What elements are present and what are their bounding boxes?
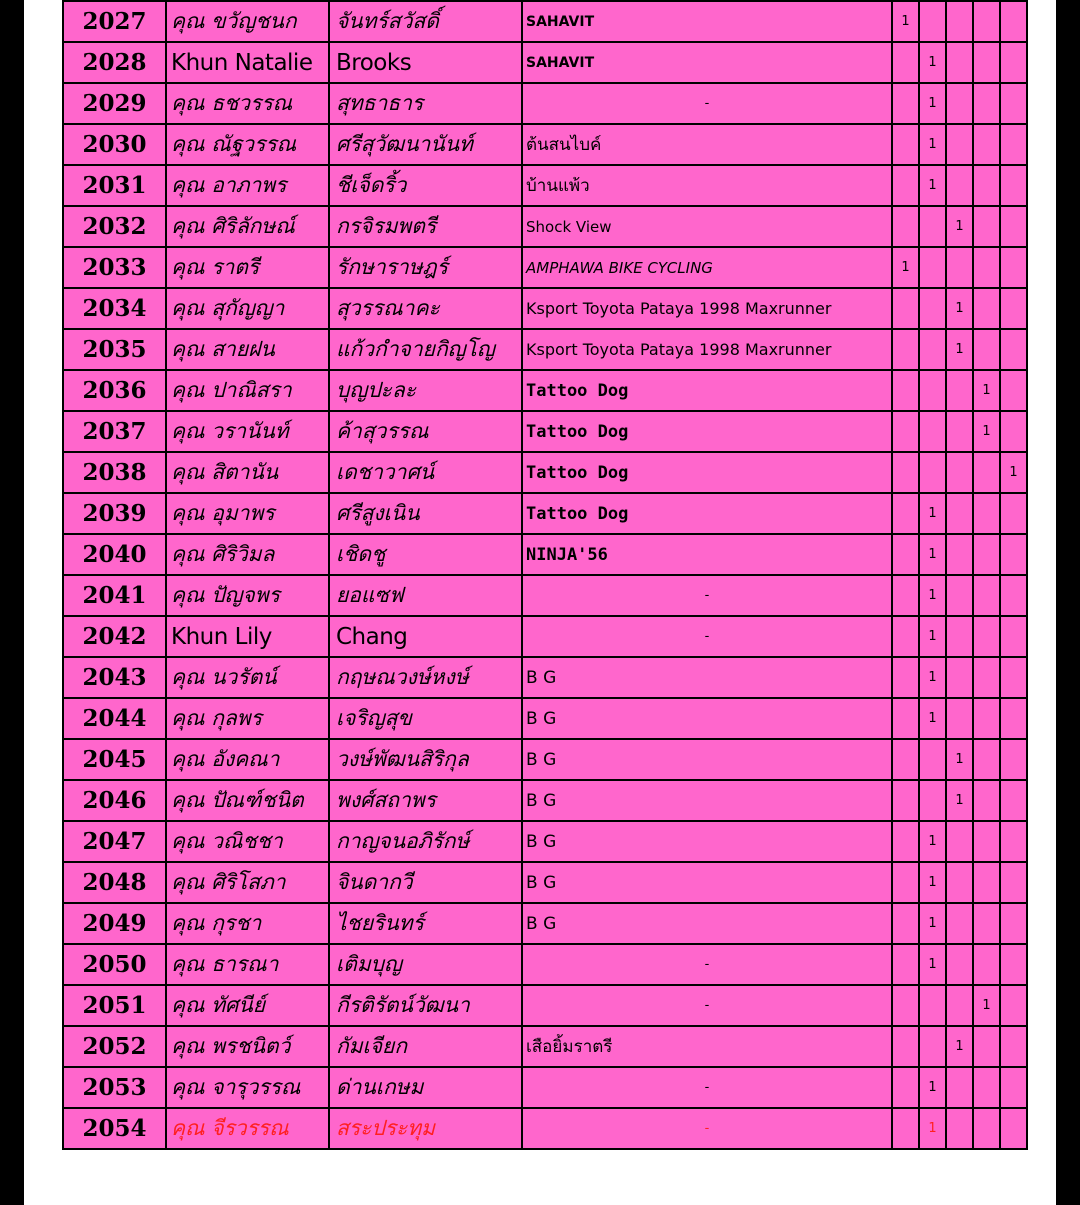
category-4-mark-cell [973, 944, 1000, 985]
first-name-cell: คุณ จารุวรรณ [166, 1067, 329, 1108]
category-4-mark-cell [973, 42, 1000, 83]
category-3-mark-cell [946, 944, 973, 985]
category-2-mark-cell: 1 [919, 83, 946, 124]
first-name-cell: คุณ ทัศนีย์ [166, 985, 329, 1026]
first-name-cell: คุณ ศิริลักษณ์ [166, 206, 329, 247]
entry-number-cell: 2027 [63, 1, 166, 42]
category-3-mark-cell [946, 165, 973, 206]
entry-number-cell: 2041 [63, 575, 166, 616]
category-2-mark-cell: 1 [919, 944, 946, 985]
category-5-mark-cell [1000, 329, 1027, 370]
category-3-mark-cell [946, 985, 973, 1026]
first-name-cell: คุณ ณัฐวรรณ [166, 124, 329, 165]
category-2-mark-cell [919, 411, 946, 452]
first-name-cell: คุณ ปาณิสรา [166, 370, 329, 411]
category-3-mark-cell [946, 657, 973, 698]
team-cell: - [522, 83, 892, 124]
category-5-mark-cell [1000, 124, 1027, 165]
category-2-mark-cell: 1 [919, 493, 946, 534]
last-name-cell: ค้าสุวรรณ [329, 411, 522, 452]
category-4-mark-cell [973, 575, 1000, 616]
category-4-mark-cell [973, 616, 1000, 657]
team-cell: Shock View [522, 206, 892, 247]
category-1-mark-cell [892, 698, 919, 739]
category-3-mark-cell [946, 862, 973, 903]
category-4-mark-cell [973, 206, 1000, 247]
table-row [63, 944, 1027, 985]
last-name-cell: Chang [329, 616, 522, 657]
last-name-cell: Brooks [329, 42, 522, 83]
first-name-cell: คุณ ราตรี [166, 247, 329, 288]
team-cell: บ้านแพ้ว [522, 165, 892, 206]
last-name-cell: ศรีสุวัฒนานันท์ [329, 124, 522, 165]
table-row [63, 288, 1027, 329]
last-name-cell: แก้วกำจายกิญโญ [329, 329, 522, 370]
category-4-mark-cell [973, 165, 1000, 206]
category-1-mark-cell [892, 288, 919, 329]
last-name-cell: ยอแซฟ [329, 575, 522, 616]
team-cell: SAHAVIT [522, 42, 892, 83]
category-4-mark-cell [973, 493, 1000, 534]
last-name-cell: วงษ์พัฒนสิริกุล [329, 739, 522, 780]
category-4-mark-cell [973, 862, 1000, 903]
table-row [63, 1108, 1027, 1149]
table-row [63, 616, 1027, 657]
team-cell: B G [522, 698, 892, 739]
first-name-cell: คุณ ธารณา [166, 944, 329, 985]
last-name-cell: ศรีสูงเนิน [329, 493, 522, 534]
entry-number-cell: 2046 [63, 780, 166, 821]
category-5-mark-cell [1000, 616, 1027, 657]
registration-table [62, 0, 1028, 1150]
category-5-mark-cell [1000, 657, 1027, 698]
first-name-cell: คุณ ศิริวิมล [166, 534, 329, 575]
category-3-mark-cell [946, 411, 973, 452]
category-4-mark-cell: 1 [973, 411, 1000, 452]
category-1-mark-cell [892, 903, 919, 944]
category-2-mark-cell: 1 [919, 534, 946, 575]
entry-number-cell: 2031 [63, 165, 166, 206]
category-2-mark-cell [919, 329, 946, 370]
entry-number-cell: 2037 [63, 411, 166, 452]
category-1-mark-cell [892, 370, 919, 411]
last-name-cell: กาญจนอภิรักษ์ [329, 821, 522, 862]
team-cell: B G [522, 862, 892, 903]
category-5-mark-cell [1000, 1, 1027, 42]
entry-number-cell: 2035 [63, 329, 166, 370]
team-cell: SAHAVIT [522, 1, 892, 42]
category-4-mark-cell [973, 452, 1000, 493]
category-3-mark-cell [946, 247, 973, 288]
last-name-cell: เจริญสุข [329, 698, 522, 739]
category-1-mark-cell [892, 575, 919, 616]
category-2-mark-cell: 1 [919, 821, 946, 862]
category-5-mark-cell [1000, 247, 1027, 288]
category-1-mark-cell [892, 534, 919, 575]
table-row [63, 329, 1027, 370]
table-row [63, 657, 1027, 698]
last-name-cell: เดชาวาศน์ [329, 452, 522, 493]
category-5-mark-cell [1000, 411, 1027, 452]
team-cell: B G [522, 903, 892, 944]
entry-number-cell: 2039 [63, 493, 166, 534]
first-name-cell: คุณ ธชวรรณ [166, 83, 329, 124]
category-4-mark-cell [973, 821, 1000, 862]
category-5-mark-cell [1000, 821, 1027, 862]
first-name-cell: คุณ วณิชชา [166, 821, 329, 862]
table-row [63, 575, 1027, 616]
category-4-mark-cell [973, 83, 1000, 124]
category-1-mark-cell [892, 329, 919, 370]
category-3-mark-cell: 1 [946, 329, 973, 370]
category-1-mark-cell [892, 780, 919, 821]
category-3-mark-cell [946, 42, 973, 83]
category-3-mark-cell [946, 83, 973, 124]
category-4-mark-cell [973, 780, 1000, 821]
category-1-mark-cell [892, 739, 919, 780]
category-5-mark-cell [1000, 985, 1027, 1026]
table-row [63, 903, 1027, 944]
entry-number-cell: 2042 [63, 616, 166, 657]
table-row [63, 534, 1027, 575]
category-2-mark-cell [919, 206, 946, 247]
entry-number-cell: 2044 [63, 698, 166, 739]
team-cell: B G [522, 780, 892, 821]
category-5-mark-cell [1000, 493, 1027, 534]
last-name-cell: กรจิรมพตรี [329, 206, 522, 247]
category-5-mark-cell [1000, 534, 1027, 575]
table-row [63, 862, 1027, 903]
last-name-cell: จันทร์สวัสดิ์ [329, 1, 522, 42]
team-cell: B G [522, 821, 892, 862]
category-2-mark-cell: 1 [919, 1067, 946, 1108]
first-name-cell: คุณ สิตานัน [166, 452, 329, 493]
category-4-mark-cell [973, 698, 1000, 739]
last-name-cell: ด่านเกษม [329, 1067, 522, 1108]
category-3-mark-cell [946, 1108, 973, 1149]
first-name-cell: คุณ ขวัญชนก [166, 1, 329, 42]
category-2-mark-cell [919, 370, 946, 411]
category-4-mark-cell: 1 [973, 985, 1000, 1026]
last-name-cell: เติมบุญ [329, 944, 522, 985]
category-2-mark-cell: 1 [919, 698, 946, 739]
category-5-mark-cell [1000, 206, 1027, 247]
category-4-mark-cell [973, 1026, 1000, 1067]
entry-number-cell: 2050 [63, 944, 166, 985]
category-2-mark-cell [919, 1026, 946, 1067]
category-1-mark-cell [892, 42, 919, 83]
category-2-mark-cell: 1 [919, 165, 946, 206]
last-name-cell: จินดากวี [329, 862, 522, 903]
team-cell: B G [522, 739, 892, 780]
category-3-mark-cell [946, 452, 973, 493]
last-name-cell: กีรติรัตน์วัฒนา [329, 985, 522, 1026]
document-page [24, 0, 1056, 1205]
team-cell: Tattoo Dog [522, 411, 892, 452]
team-cell: NINJA'56 [522, 534, 892, 575]
team-cell: Tattoo Dog [522, 493, 892, 534]
category-1-mark-cell [892, 821, 919, 862]
category-2-mark-cell [919, 780, 946, 821]
category-2-mark-cell [919, 288, 946, 329]
first-name-cell: คุณ กุรชา [166, 903, 329, 944]
first-name-cell: คุณ อาภาพร [166, 165, 329, 206]
team-cell: - [522, 985, 892, 1026]
entry-number-cell: 2033 [63, 247, 166, 288]
last-name-cell: กฤษณวงษ์หงษ์ [329, 657, 522, 698]
first-name-cell: คุณ ศิริโสภา [166, 862, 329, 903]
entry-number-cell: 2040 [63, 534, 166, 575]
entry-number-cell: 2038 [63, 452, 166, 493]
category-1-mark-cell [892, 124, 919, 165]
category-5-mark-cell [1000, 739, 1027, 780]
category-5-mark-cell: 1 [1000, 452, 1027, 493]
team-cell: เสือยิ้มราตรี [522, 1026, 892, 1067]
category-3-mark-cell [946, 1, 973, 42]
category-4-mark-cell [973, 657, 1000, 698]
entry-number-cell: 2052 [63, 1026, 166, 1067]
table-row [63, 1067, 1027, 1108]
category-2-mark-cell [919, 452, 946, 493]
category-3-mark-cell [946, 124, 973, 165]
team-cell: - [522, 944, 892, 985]
entry-number-cell: 2049 [63, 903, 166, 944]
table-row [63, 370, 1027, 411]
entry-number-cell: 2030 [63, 124, 166, 165]
category-2-mark-cell: 1 [919, 657, 946, 698]
last-name-cell: พงศ์สถาพร [329, 780, 522, 821]
registration-table-body [63, 1, 1027, 1149]
last-name-cell: สุทธาธาร [329, 83, 522, 124]
table-row [63, 780, 1027, 821]
category-5-mark-cell [1000, 1108, 1027, 1149]
category-3-mark-cell [946, 493, 973, 534]
table-row [63, 206, 1027, 247]
category-5-mark-cell [1000, 575, 1027, 616]
category-1-mark-cell [892, 83, 919, 124]
category-3-mark-cell: 1 [946, 739, 973, 780]
category-4-mark-cell [973, 739, 1000, 780]
first-name-cell: คุณ ปัณฑ์ชนิต [166, 780, 329, 821]
entry-number-cell: 2048 [63, 862, 166, 903]
category-3-mark-cell [946, 698, 973, 739]
entry-number-cell: 2034 [63, 288, 166, 329]
category-2-mark-cell: 1 [919, 124, 946, 165]
category-1-mark-cell [892, 657, 919, 698]
category-3-mark-cell [946, 534, 973, 575]
category-3-mark-cell [946, 575, 973, 616]
last-name-cell: บุญปะละ [329, 370, 522, 411]
category-2-mark-cell: 1 [919, 575, 946, 616]
category-1-mark-cell [892, 452, 919, 493]
entry-number-cell: 2053 [63, 1067, 166, 1108]
team-cell: - [522, 575, 892, 616]
category-5-mark-cell [1000, 370, 1027, 411]
table-row [63, 1, 1027, 42]
category-5-mark-cell [1000, 165, 1027, 206]
table-row [63, 452, 1027, 493]
category-1-mark-cell [892, 165, 919, 206]
category-3-mark-cell: 1 [946, 780, 973, 821]
category-4-mark-cell: 1 [973, 370, 1000, 411]
category-5-mark-cell [1000, 288, 1027, 329]
category-1-mark-cell [892, 985, 919, 1026]
team-cell: - [522, 1108, 892, 1149]
category-1-mark-cell [892, 616, 919, 657]
category-1-mark-cell: 1 [892, 247, 919, 288]
category-4-mark-cell [973, 903, 1000, 944]
entry-number-cell: 2047 [63, 821, 166, 862]
entry-number-cell: 2045 [63, 739, 166, 780]
first-name-cell: คุณ สายฝน [166, 329, 329, 370]
category-3-mark-cell [946, 616, 973, 657]
table-row [63, 165, 1027, 206]
last-name-cell: สุวรรณาคะ [329, 288, 522, 329]
first-name-cell: คุณ นวรัตน์ [166, 657, 329, 698]
team-cell: - [522, 1067, 892, 1108]
entry-number-cell: 2029 [63, 83, 166, 124]
first-name-cell: Khun Lily [166, 616, 329, 657]
team-cell: Ksport Toyota Pataya 1998 Maxrunner [522, 329, 892, 370]
category-5-mark-cell [1000, 1026, 1027, 1067]
category-3-mark-cell [946, 1067, 973, 1108]
category-4-mark-cell [973, 329, 1000, 370]
last-name-cell: รักษาราษฎร์ [329, 247, 522, 288]
category-5-mark-cell [1000, 944, 1027, 985]
category-1-mark-cell [892, 1067, 919, 1108]
first-name-cell: Khun Natalie [166, 42, 329, 83]
category-2-mark-cell: 1 [919, 862, 946, 903]
first-name-cell: คุณ อุมาพร [166, 493, 329, 534]
first-name-cell: คุณ สุกัญญา [166, 288, 329, 329]
category-1-mark-cell [892, 862, 919, 903]
category-5-mark-cell [1000, 780, 1027, 821]
team-cell: AMPHAWA BIKE CYCLING [522, 247, 892, 288]
table-row [63, 247, 1027, 288]
first-name-cell: คุณ ปัญจพร [166, 575, 329, 616]
table-row [63, 698, 1027, 739]
entry-number-cell: 2036 [63, 370, 166, 411]
category-4-mark-cell [973, 247, 1000, 288]
category-4-mark-cell [973, 124, 1000, 165]
first-name-cell: คุณ กุลพร [166, 698, 329, 739]
first-name-cell: คุณ จีรวรรณ [166, 1108, 329, 1149]
category-2-mark-cell [919, 1, 946, 42]
entry-number-cell: 2054 [63, 1108, 166, 1149]
table-row [63, 985, 1027, 1026]
team-cell: Tattoo Dog [522, 370, 892, 411]
category-4-mark-cell [973, 1108, 1000, 1149]
table-row [63, 83, 1027, 124]
table-row [63, 1026, 1027, 1067]
category-1-mark-cell: 1 [892, 1, 919, 42]
category-1-mark-cell [892, 411, 919, 452]
category-1-mark-cell [892, 1026, 919, 1067]
category-1-mark-cell [892, 493, 919, 534]
category-5-mark-cell [1000, 903, 1027, 944]
category-5-mark-cell [1000, 698, 1027, 739]
team-cell: Tattoo Dog [522, 452, 892, 493]
last-name-cell: สระประทุม [329, 1108, 522, 1149]
first-name-cell: คุณ วรานันท์ [166, 411, 329, 452]
category-2-mark-cell [919, 247, 946, 288]
category-2-mark-cell: 1 [919, 903, 946, 944]
category-3-mark-cell [946, 370, 973, 411]
category-2-mark-cell [919, 739, 946, 780]
table-row [63, 42, 1027, 83]
last-name-cell: ไชยรินทร์ [329, 903, 522, 944]
table-row [63, 124, 1027, 165]
category-1-mark-cell [892, 206, 919, 247]
entry-number-cell: 2043 [63, 657, 166, 698]
category-4-mark-cell [973, 1067, 1000, 1108]
category-2-mark-cell: 1 [919, 616, 946, 657]
category-2-mark-cell: 1 [919, 1108, 946, 1149]
last-name-cell: เชิดชู [329, 534, 522, 575]
category-4-mark-cell [973, 288, 1000, 329]
category-1-mark-cell [892, 944, 919, 985]
table-row [63, 493, 1027, 534]
team-cell: Ksport Toyota Pataya 1998 Maxrunner [522, 288, 892, 329]
category-3-mark-cell [946, 821, 973, 862]
first-name-cell: คุณ อังคณา [166, 739, 329, 780]
entry-number-cell: 2032 [63, 206, 166, 247]
category-3-mark-cell: 1 [946, 206, 973, 247]
category-3-mark-cell: 1 [946, 288, 973, 329]
first-name-cell: คุณ พรชนิตว์ [166, 1026, 329, 1067]
category-5-mark-cell [1000, 42, 1027, 83]
category-3-mark-cell [946, 903, 973, 944]
last-name-cell: กัมเจียก [329, 1026, 522, 1067]
team-cell: - [522, 616, 892, 657]
category-3-mark-cell: 1 [946, 1026, 973, 1067]
category-5-mark-cell [1000, 1067, 1027, 1108]
table-row [63, 821, 1027, 862]
entry-number-cell: 2028 [63, 42, 166, 83]
team-cell: ต้นสนไบค์ [522, 124, 892, 165]
category-1-mark-cell [892, 1108, 919, 1149]
category-4-mark-cell [973, 534, 1000, 575]
category-2-mark-cell [919, 985, 946, 1026]
table-row [63, 739, 1027, 780]
team-cell: B G [522, 657, 892, 698]
table-row [63, 411, 1027, 452]
entry-number-cell: 2051 [63, 985, 166, 1026]
category-5-mark-cell [1000, 862, 1027, 903]
category-4-mark-cell [973, 1, 1000, 42]
category-5-mark-cell [1000, 83, 1027, 124]
category-2-mark-cell: 1 [919, 42, 946, 83]
last-name-cell: ชีเจ็ดริ้ว [329, 165, 522, 206]
